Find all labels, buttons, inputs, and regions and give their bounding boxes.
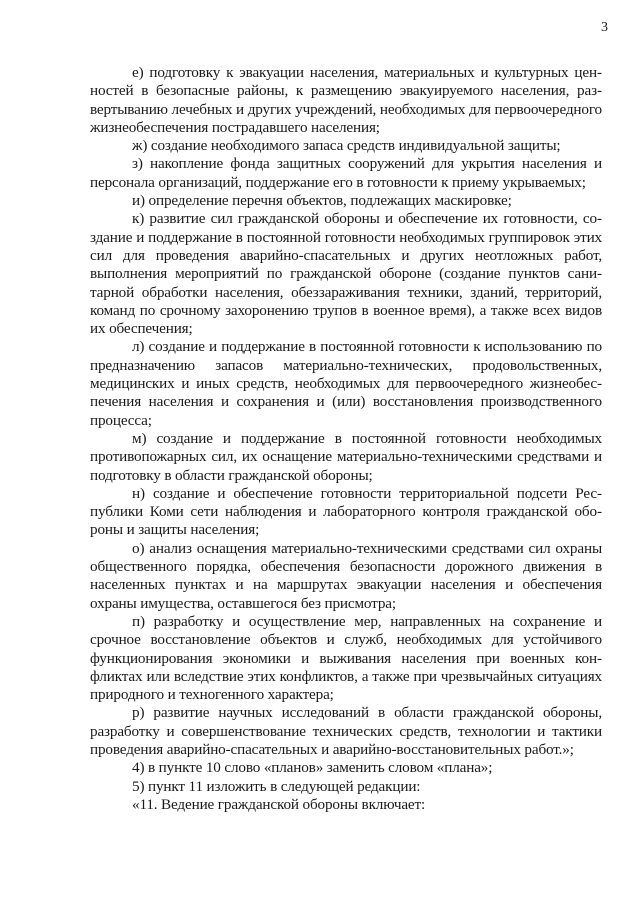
paragraph-r-research: р) развитие научных исследований в области гражданской обороны, разработку и совершенствование технических средств, технологии и тактики проведения аварийно-спасательных и аварийно-восстановительных работ.»;: [90, 704, 602, 758]
page-number: 3: [601, 20, 608, 35]
paragraph-p-restoration-measures: п) разработку и осуществление мер, направленных на сохранение и срочное восстановление объектов и служб, необходимых для устойчивого функционирования экономики и выживания населения при военных конфликтах или вследствие этих конфликтов, а также при чрезвычайных ситуациях природного и техногенного характера;: [90, 612, 602, 704]
paragraph-item-11: «11. Ведение гражданской обороны включает:: [132, 795, 426, 813]
document-body: [90, 64, 602, 814]
paragraph-l-reserves: л) создание и поддержание в постоянной готовности к использованию по предназначению запасов материально-технических, продовольственных, медицинских и иных средств, необходимых для первоочередного жизнеобеспечения населения и сохранения и (или) восстановления производственного процесса;: [90, 338, 602, 429]
paragraph-n-observation-network: н) создание и обеспечение готовности территориальной подсети Республики Коми сети наблюдения и лабораторного контроля гражданской обороны и защиты населения;: [90, 484, 602, 539]
paragraph-m-firefighting-forces: м) создание и поддержание в постоянной готовности необходимых противопожарных сил, их оснащение материально-техническими средствами и подготовку в области гражданской обороны;: [90, 429, 602, 484]
paragraph-zh-protection-supplies: ж) создание необходимого запаса средств индивидуальной защиты;: [132, 137, 561, 155]
paragraph-z-shelter-fund: з) накопление фонда защитных сооружений для укрытия населения и персонала организаций, поддержание его в готовности к приему укрываемых;: [90, 155, 602, 191]
paragraph-e-evacuation: е) подготовку к эвакуации населения, материальных и культурных ценностей в безопасные районы, к размещению эвакуируемого населения, развертыванию лечебных и других учреждений, необходимых для первоочередного жизнеобеспечения пострадавшего населения;: [90, 64, 602, 136]
paragraph-i-camouflage-objects: и) определение перечня объектов, подлежащих маскировке;: [132, 192, 512, 210]
paragraph-amendment-4: 4) в пункте 10 слово «планов» заменить словом «плана»;: [132, 759, 493, 777]
paragraph-k-civil-defense-forces: к) развитие сил гражданской обороны и обеспечение их готовности, создание и поддержание в постоянной готовности необходимых группировок этих сил для проведения аварийно-спасательных и других неотложных работ, выполнения мероприятий по гражданской обороне (создание пунктов санитарной обработки населения, обеззараживания техники, зданий, территорий, команд по срочному захоронению трупов в военное время), а также всех видов их обеспечения;: [90, 210, 602, 338]
paragraph-amendment-5: 5) пункт 11 изложить в следующей редакции:: [132, 777, 421, 795]
paragraph-o-public-order-forces: о) анализ оснащения материально-техническими средствами сил охраны общественного порядка, обеспечения безопасности дорожного движения в населенных пунктах и на маршрутах эвакуации населения и обеспечения охраны имущества, оставшегося без присмотра;: [90, 539, 602, 612]
